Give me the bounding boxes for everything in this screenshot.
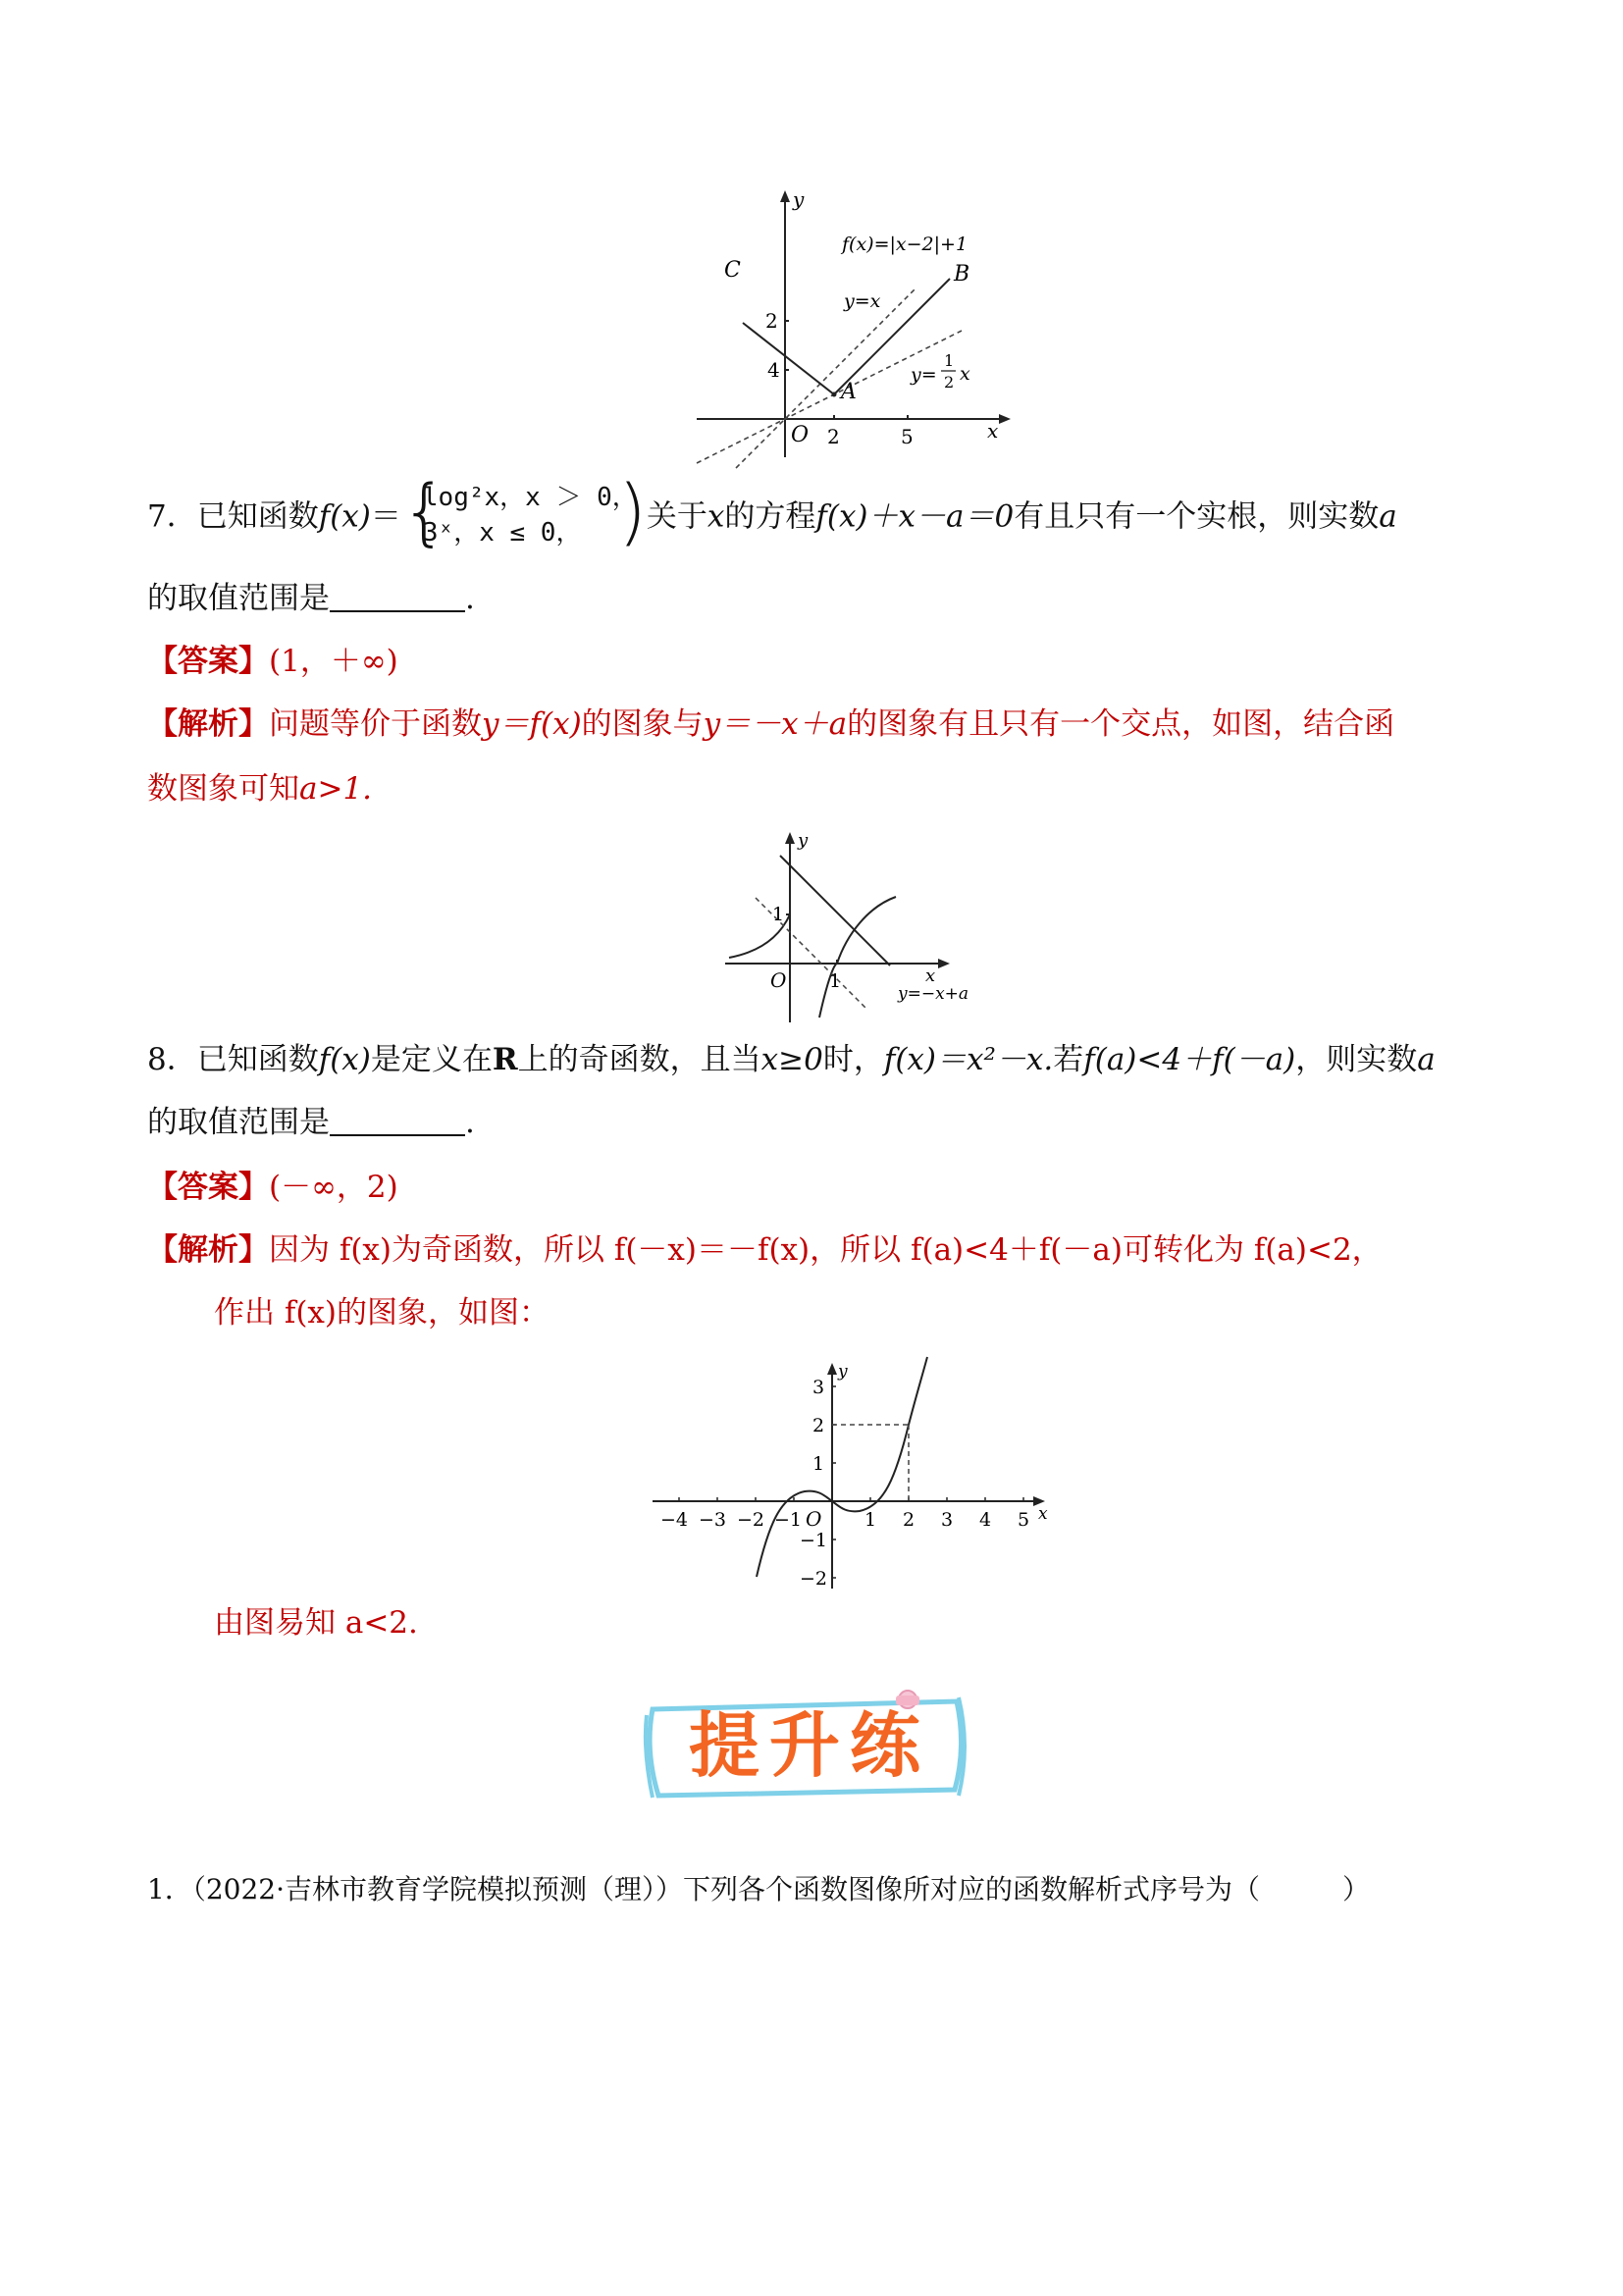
line-y-x-label: y=x <box>844 290 881 312</box>
answer-value: (－∞，2) <box>269 1170 398 1205</box>
point-c-label: C <box>724 258 741 283</box>
tick-x-5: 5 <box>901 425 914 448</box>
tick-y-neg1: −1 <box>800 1530 828 1551</box>
question-8-conclusion: 由图易知 a<2. <box>214 1605 418 1641</box>
figure-3-graph <box>653 1359 1065 1594</box>
origin-label: O <box>791 423 810 447</box>
figure-1-graph <box>687 186 1021 461</box>
tick-y-2: 2 <box>765 309 778 333</box>
tick-x-5: 5 <box>1018 1509 1030 1531</box>
line-half-x-label: y= <box>911 364 937 386</box>
tick-y-1: 1 <box>812 1453 825 1475</box>
origin-label: O <box>806 1507 822 1531</box>
y-axis-label: y <box>793 187 805 211</box>
piecewise-case-2: 3ˣ，x ≤ 0， <box>422 518 582 548</box>
fraction-num: 1 <box>944 351 955 370</box>
tick-x-3: 3 <box>941 1509 954 1531</box>
analysis-tag: 【解析】 <box>147 1232 269 1268</box>
figure-2-graph <box>721 826 996 1022</box>
piecewise-case-1: log²x，x ＞ 0， <box>422 483 638 512</box>
tick-x-2: 2 <box>827 425 840 448</box>
question-number: 8． <box>147 1042 197 1077</box>
tick-x-neg3: −3 <box>699 1509 727 1531</box>
answer-tag: 【答案】 <box>147 1170 269 1205</box>
tick-x-2: 2 <box>903 1509 916 1531</box>
line-label: y=−x+a <box>898 984 969 1004</box>
answer-blank <box>330 581 465 612</box>
fraction-var: x <box>960 363 970 385</box>
question-7-analysis-line-1: 【解析】问题等价于函数y＝f(x)的图象与y＝－x＋a的图象有且只有一个交点，如图，结合函 <box>147 706 1395 742</box>
function-label: f(x)=|x−2|+1 <box>842 234 969 255</box>
point-b-label: B <box>954 262 970 287</box>
analysis-tag: 【解析】 <box>147 706 269 742</box>
section-badge <box>643 1688 967 1803</box>
question-8-answer <box>147 1166 398 1209</box>
point-a-label: A <box>841 380 857 404</box>
question-7-line-2: 的取值范围是 . <box>147 581 475 616</box>
answer-tag: 【答案】 <box>147 644 269 679</box>
question-8-analysis-line-1: 【解析】因为 f(x)为奇函数，所以 f(－x)＝－f(x)，所以 f(a)<4＋f(－a)可转化为 f(a)<2， <box>147 1232 1383 1268</box>
question-7-analysis-line-2: 数图象可知a>1. <box>147 771 373 807</box>
practice-question-1: 1．（2022·吉林市教育学院模拟预测（理））下列各个函数图像所对应的函数解析式序号为（ ） <box>147 1873 1370 1905</box>
tick-x-1: 1 <box>829 970 842 992</box>
question-8-line-2: 的取值范围是 . <box>147 1105 475 1140</box>
tick-x-neg4: −4 <box>660 1509 689 1531</box>
tick-y-neg2: −2 <box>800 1568 828 1590</box>
question-7-line-1: 7．已知函数f(x)＝ { log²x，x ＞ 0， 3ˣ，x ≤ 0， ) 关于x的方程f(x)＋x－a＝0有且只有一个实根，则实数a <box>147 479 1397 557</box>
section-badge-label: 提升练 <box>688 1703 930 1787</box>
x-axis-label: x <box>925 965 936 986</box>
x-axis-label: x <box>987 419 999 443</box>
question-number: 7． <box>147 498 197 535</box>
question-number: 1． <box>147 1873 192 1905</box>
question-7-answer <box>147 640 398 683</box>
fraction-den: 2 <box>944 373 955 391</box>
x-axis-label: x <box>1038 1504 1048 1524</box>
question-8-line-1: 8．已知函数f(x)是定义在R上的奇函数，且当x≥0时，f(x)＝x²－x.若f(a)<4＋f(－a)，则实数a <box>147 1042 1436 1077</box>
y-axis-label: y <box>838 1362 848 1382</box>
tick-x-neg1: −1 <box>774 1509 803 1531</box>
answer-blank <box>330 1105 465 1136</box>
tick-y-2: 2 <box>812 1415 825 1436</box>
tick-y-1: 1 <box>772 904 785 925</box>
question-8-analysis-line-2: 作出 f(x)的图象，如图： <box>214 1295 550 1331</box>
tick-x-neg2: −2 <box>737 1509 765 1531</box>
tick-x-4: 4 <box>979 1509 992 1531</box>
tick-y-4: 4 <box>767 358 780 382</box>
answer-value: (1，＋∞) <box>269 644 398 679</box>
piecewise-function: { log²x，x ＞ 0， 3ˣ，x ≤ 0， ) <box>400 470 647 554</box>
origin-label: O <box>770 968 787 992</box>
tick-x-1: 1 <box>864 1509 877 1531</box>
y-axis-label: y <box>798 830 809 851</box>
tick-y-3: 3 <box>812 1377 825 1398</box>
